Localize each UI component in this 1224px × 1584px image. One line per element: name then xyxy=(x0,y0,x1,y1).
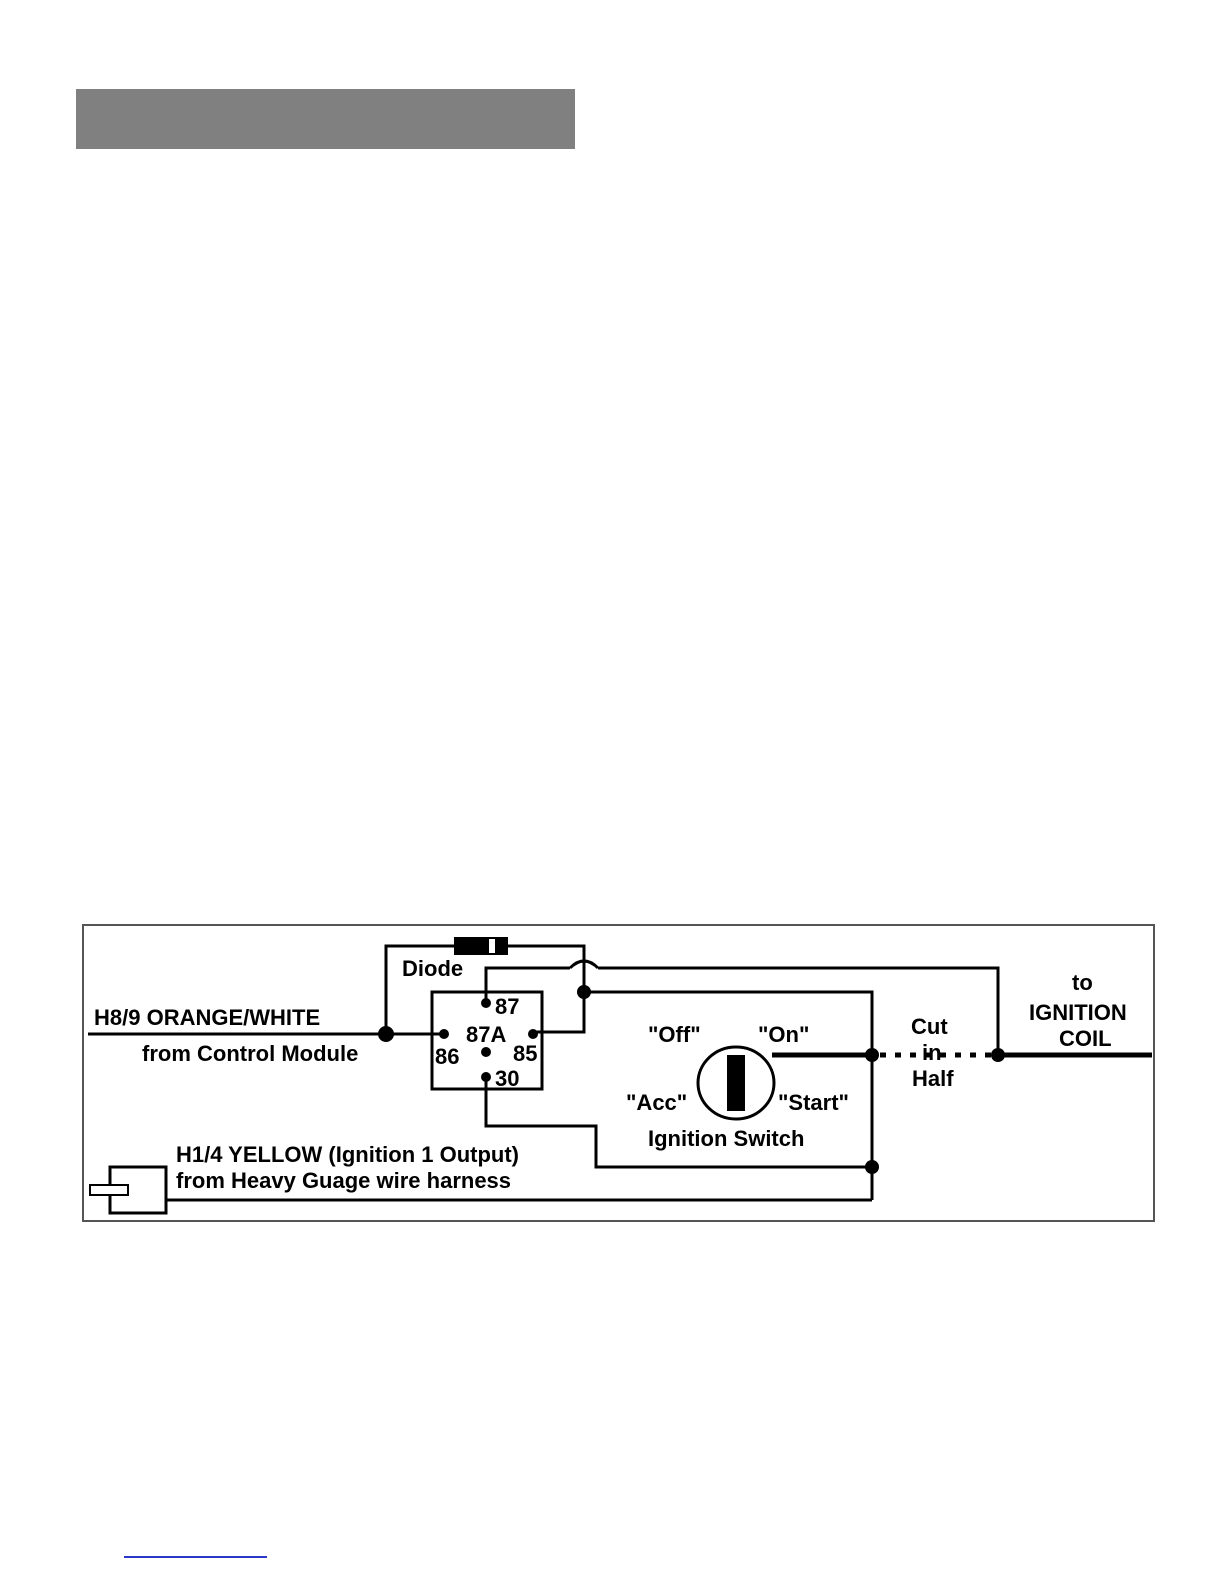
relay-pin-87a xyxy=(481,1047,491,1057)
pin-87-label: 87 xyxy=(495,994,520,1019)
to-label: to xyxy=(1072,970,1093,995)
relay-pin-87 xyxy=(481,998,491,1008)
relay-pin-86 xyxy=(439,1029,449,1039)
in-label: in xyxy=(922,1040,942,1065)
diode-band xyxy=(489,939,495,953)
off-label: "Off" xyxy=(648,1022,701,1047)
diode-body xyxy=(454,937,508,955)
junction-dot-yellow xyxy=(865,1160,879,1174)
cut-label: Cut xyxy=(911,1014,948,1039)
junction-dot-switch-on xyxy=(865,1048,879,1062)
wiring-diagram xyxy=(82,924,1155,1222)
junction-dot-85-feed xyxy=(577,985,591,999)
relay-pin-30 xyxy=(481,1072,491,1082)
on-label: "On" xyxy=(758,1022,810,1047)
header-bar xyxy=(76,89,575,149)
pin-86-label: 86 xyxy=(435,1044,460,1069)
start-label: "Start" xyxy=(778,1090,849,1115)
coil-label: COIL xyxy=(1059,1026,1112,1051)
control-module-label: from Control Module xyxy=(142,1041,359,1066)
diode-label: Diode xyxy=(402,956,464,981)
pin-30-label: 30 xyxy=(495,1066,520,1091)
yellow-label: H1/4 YELLOW (Ignition 1 Output) xyxy=(176,1142,520,1167)
orange-white-label: H8/9 ORANGE/WHITE xyxy=(94,1005,321,1030)
half-label: Half xyxy=(912,1066,954,1091)
footer-link-underline[interactable] xyxy=(124,1556,267,1558)
ignition-switch-key xyxy=(727,1055,745,1111)
ignition-switch-label: Ignition Switch xyxy=(648,1126,805,1151)
ignition-label: IGNITION xyxy=(1029,1000,1127,1025)
acc-label: "Acc" xyxy=(626,1090,688,1115)
wiring-diagram-svg xyxy=(82,924,1155,1222)
junction-dot-coil xyxy=(991,1048,1005,1062)
junction-dot-input xyxy=(378,1026,394,1042)
heavy-harness-label: from Heavy Guage wire harness xyxy=(176,1168,512,1193)
relay-pin-85 xyxy=(528,1029,538,1039)
pin-87a-label: 87A xyxy=(466,1022,507,1047)
harness-connector-pin xyxy=(90,1185,128,1195)
pin-85-label: 85 xyxy=(513,1041,538,1066)
